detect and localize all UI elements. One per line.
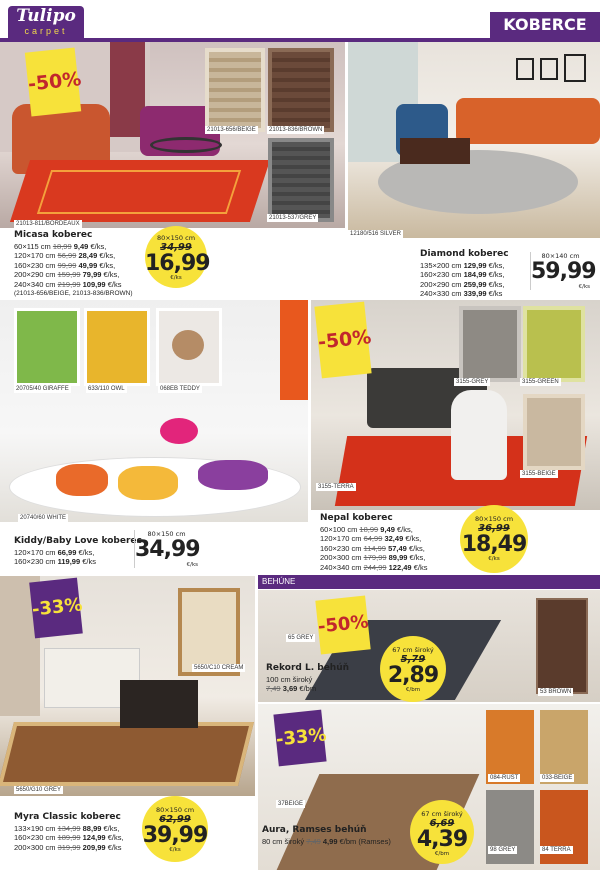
aura-label-rust: 084-RUST	[490, 775, 519, 781]
kiddy-label-white: 20740/60 WHITE	[20, 515, 67, 521]
kiddy-description	[14, 537, 144, 567]
rekord-label-grey: 65 GREY	[288, 635, 314, 641]
list-item: 200×300 cm 179,99 89,99 €/ks,	[320, 553, 426, 562]
list-item: 160×230 cm 114,99 57,49 €/ks,	[320, 543, 425, 553]
list-item: 60×100 cm 18,99 9,49 €/ks,	[320, 524, 413, 534]
list-item: 160×230 cm 99,99 49,99 €/ks,	[14, 260, 116, 270]
aura-label-grey: 98 GREY	[490, 847, 516, 853]
kiddy-label-teddy: 068EB TEDDY	[160, 386, 200, 392]
aura-price-circle: 67 cm široký 6,69 4,39 €/bm	[410, 800, 474, 864]
aura-label-beige: 37BEIGE	[278, 801, 304, 807]
kiddy-photo	[0, 300, 308, 522]
diamond-description	[420, 250, 530, 299]
kiddy-label-owl: 633/110 OWL	[88, 386, 125, 392]
nepal-discount-badge: -50%	[314, 302, 371, 379]
list-item: 240×330 cm 339,99 €/ks	[420, 289, 503, 298]
micasa-note: (21013-656/BEIGE, 21013-836/BROWN)	[14, 290, 133, 297]
kiddy-price-box: 80×150 cm 34,99 €/ks	[135, 530, 200, 568]
aura-label-terra: 84 TERRA	[542, 847, 571, 853]
list-item: 240×340 cm 244,99 122,49 €/ks	[320, 562, 428, 572]
brand-name: Tulipo	[16, 6, 76, 26]
brand-subtitle: carpet	[24, 26, 68, 36]
diamond-photo	[348, 42, 600, 238]
nepal-price-circle: 80×150 cm 36,99 18,49 €/ks	[460, 505, 528, 573]
list-item: 7,49 3,69 €/bm	[266, 684, 317, 693]
myra-description	[14, 813, 154, 852]
nepal-description	[320, 514, 470, 572]
aura-label-033-beige: 033-BEIGE	[542, 775, 573, 781]
aura-description	[262, 826, 422, 846]
diamond-label-silver: 12180/516 SILVER	[350, 231, 401, 237]
rekord-price-circle: 67 cm široký 5,79 2,89 €/bm	[380, 636, 446, 702]
nepal-label-grey: 3155-GREY	[456, 379, 489, 385]
list-item: 120×170 cm 66,99 €/ks,	[14, 547, 95, 557]
list-item: 200×290 cm 259,99 €/ks,	[420, 279, 505, 289]
myra-label-cream: 5650/C10 CREAM	[194, 665, 244, 671]
list-item: 160×230 cm 184,99 €/ks,	[420, 270, 505, 279]
kiddy-label-giraffe: 20705/40 GIRAFFE	[16, 386, 69, 392]
micasa-label-bordeaux: 21013-811/BORDEAUX	[16, 221, 80, 227]
nepal-label-terra: 3155-TERRA	[318, 484, 354, 490]
rekord-label-brown: 53 BROWN	[540, 689, 572, 695]
diamond-title: Diamond koberec	[420, 249, 509, 259]
nepal-label-beige: 3155-BEIGE	[522, 471, 556, 477]
micasa-label-brown: 21013-836/BROWN	[269, 127, 323, 133]
section-tab: KOBERCE	[490, 12, 600, 38]
myra-title: Myra Classic koberec	[14, 812, 121, 822]
nepal-label-green: 3155-GREEN	[522, 379, 559, 385]
list-item: 200×290 cm 159,99 79,99 €/ks,	[14, 270, 120, 279]
brand-logo[interactable]	[8, 6, 84, 42]
myra-label-grey: 5650/G10 GREY	[16, 787, 62, 793]
rekord-discount-badge: -50%	[315, 596, 370, 655]
list-item: 133×190 cm 134,99 88,99 €/ks,	[14, 823, 120, 833]
nepal-title: Nepal koberec	[320, 513, 393, 523]
aura-discount-badge: -33%	[273, 710, 326, 767]
rekord-title: Rekord L. behúň	[266, 663, 350, 673]
list-item: 160×230 cm 119,99 €/ks	[14, 557, 96, 566]
list-item: 240×340 cm 219,99 109,99 €/ks	[14, 279, 122, 289]
aura-title: Aura, Ramses behúň	[262, 825, 367, 835]
section-behune: BEHÚNE	[258, 575, 600, 589]
myra-price-circle: 80×150 cm 62,99 39,99 €/ks	[142, 796, 208, 862]
list-item: 80 cm široký 7,49 4,99 €/bm (Ramses)	[262, 836, 391, 846]
micasa-price-circle: 80×150 cm 34,99 16,99 €/ks	[145, 226, 207, 288]
list-item: 135×200 cm 129,99 €/ks,	[420, 260, 505, 270]
list-item: 200×300 cm 319,99 209,99 €/ks	[14, 842, 122, 852]
diamond-price-box: 80×140 cm 59,99 €/ks	[531, 252, 596, 290]
list-item: 120×170 cm 64,99 32,49 €/ks,	[320, 534, 422, 543]
kiddy-title: Kiddy/Baby Love koberec	[14, 536, 142, 546]
micasa-title: Micasa koberec	[14, 230, 93, 240]
list-item: 160×230 cm 189,99 124,99 €/ks,	[14, 833, 124, 842]
rekord-description	[266, 664, 376, 694]
page-header	[0, 0, 600, 42]
rekord-width: 100 cm široký	[266, 674, 313, 684]
micasa-discount-badge: -50%	[25, 48, 81, 117]
micasa-label-grey: 21013-537/GREY	[269, 215, 317, 221]
list-item: 120×170 cm 56,99 28,49 €/ks,	[14, 251, 116, 260]
micasa-label-beige: 21013-656/BEIGE	[207, 127, 256, 133]
myra-discount-badge: -33%	[29, 578, 83, 639]
list-item: 60×115 cm 18,99 9,49 €/ks,	[14, 241, 107, 251]
